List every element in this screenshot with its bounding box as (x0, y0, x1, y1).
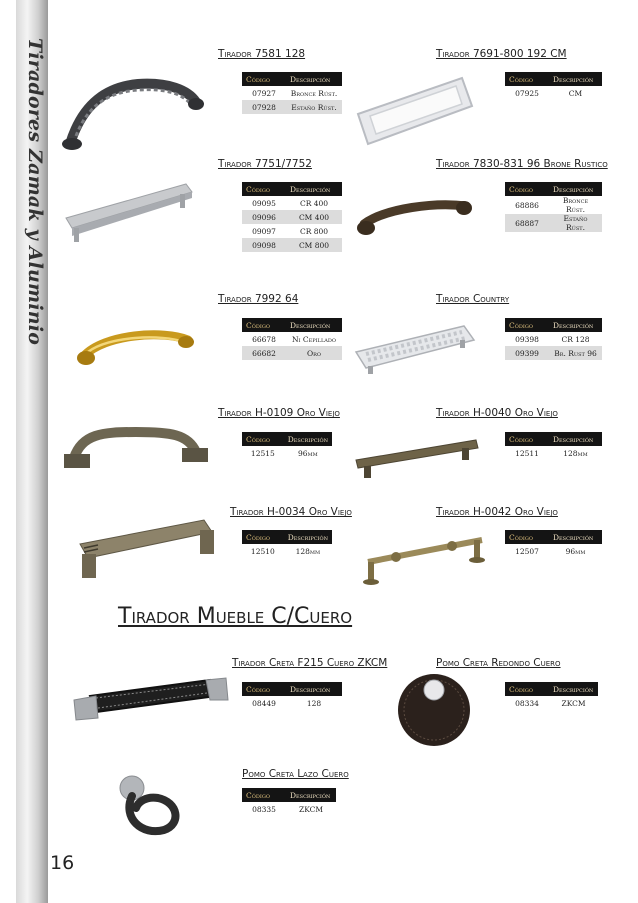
section-title: Tirador Mueble C/Cuero (118, 604, 353, 629)
code-header: Código (505, 530, 549, 544)
handle-7830-image (356, 190, 474, 245)
product-title: Tirador Country (436, 293, 510, 305)
product-title: Tirador H-0040 Oro Viejo (436, 407, 558, 419)
code-cell: 07928 (242, 100, 286, 114)
code-cell: 09398 (515, 334, 539, 344)
code-cell: 09095 (252, 198, 276, 208)
description-header: Descripción (549, 318, 602, 332)
description-header: Descripción (549, 432, 602, 446)
code-header: Código (505, 318, 549, 332)
handle-h0040-image (352, 430, 482, 480)
code-cell: 09096 (242, 210, 286, 224)
product-table (242, 530, 332, 558)
code-cell: 07925 (515, 88, 539, 98)
product-table (505, 318, 602, 360)
code-cell: 66682 (242, 346, 286, 360)
handle-h0042-image (356, 520, 491, 588)
product-title: Tirador 7751/7752 (218, 158, 312, 170)
code-header: Código (242, 788, 286, 802)
product-table (242, 432, 332, 460)
page-number: 16 (50, 852, 75, 874)
product-title: Pomo Creta Redondo Cuero (436, 657, 561, 669)
description-header: Descripción (286, 182, 342, 196)
code-cell: 08334 (515, 698, 539, 708)
description-cell: CR 128 (561, 334, 590, 344)
description-header: Descripción (286, 72, 342, 86)
description-cell: Bronce Rúst. (290, 88, 338, 98)
description-cell: CM 400 (286, 210, 342, 224)
description-cell: Oro (286, 346, 342, 360)
description-cell: Bronce Rúst. (562, 196, 589, 214)
description-cell: 128mm (563, 448, 588, 458)
description-cell: 96mm (565, 546, 586, 556)
description-header: Descripción (549, 530, 602, 544)
code-cell: 12510 (250, 546, 275, 556)
description-cell: Br. Rust 96 (549, 346, 602, 360)
product-table (505, 182, 602, 232)
code-cell: 12507 (515, 546, 539, 556)
description-cell: CR 400 (299, 198, 329, 208)
product-title: Tirador 7581 128 (218, 48, 306, 60)
description-cell: 128 (306, 698, 322, 708)
code-header: Código (505, 72, 549, 86)
code-header: Código (505, 432, 549, 446)
description-cell: Estaño Rúst. (549, 214, 602, 232)
product-title: Tirador H-0042 Oro Viejo (436, 506, 558, 518)
handle-creta-leather-image (70, 666, 232, 726)
code-cell: 07927 (252, 88, 276, 98)
code-header: Código (505, 182, 549, 196)
handle-country-image (352, 322, 477, 377)
code-cell: 68886 (515, 200, 539, 210)
description-header: Descripción (286, 318, 342, 332)
product-title: Tirador Creta F215 Cuero ZKCM (232, 657, 388, 669)
code-cell: 09399 (505, 346, 549, 360)
product-table (242, 182, 342, 252)
sidebar-title: Tiradores Zamak y Aluminio (24, 38, 46, 346)
code-header: Código (242, 432, 284, 446)
knob-round-leather-image (396, 672, 472, 748)
handle-7992-image (74, 318, 196, 370)
description-cell: 128mm (295, 546, 321, 556)
code-cell: 68887 (505, 214, 549, 232)
handle-7581-image (58, 62, 208, 157)
product-title: Pomo Creta Lazo Cuero (242, 768, 349, 780)
description-header: Descripción (549, 72, 602, 86)
description-cell: ZKCM (561, 698, 586, 708)
code-header: Código (242, 530, 284, 544)
code-cell: 66678 (252, 334, 276, 344)
description-header: Descripción (286, 682, 342, 696)
product-table (505, 432, 602, 460)
product-table (242, 788, 336, 816)
handle-7691-image (352, 72, 477, 150)
description-cell: CR 800 (299, 226, 329, 236)
product-title: Tirador 7992 64 (218, 293, 299, 305)
code-header: Código (242, 318, 286, 332)
code-header: Código (242, 182, 286, 196)
code-cell: 09097 (252, 226, 276, 236)
code-cell: 12511 (515, 448, 539, 458)
description-header: Descripción (549, 182, 602, 196)
description-cell: ZKCM (298, 804, 324, 814)
description-cell: Estaño Rúst. (286, 100, 342, 114)
description-cell: CM 800 (286, 238, 342, 252)
product-table (505, 72, 602, 100)
code-header: Código (505, 682, 549, 696)
description-header: Descripción (286, 788, 336, 802)
description-cell: Ni Cepillado (291, 334, 336, 344)
product-title: Tirador 7830-831 96 Brone Rustico (436, 158, 608, 170)
product-title: Tirador H-0034 Oro Viejo (230, 506, 352, 518)
description-header: Descripción (549, 682, 598, 696)
description-header: Descripción (284, 432, 332, 446)
code-header: Código (242, 682, 286, 696)
description-cell: CM (568, 88, 583, 98)
code-cell: 09098 (242, 238, 286, 252)
handle-h0034-image (74, 514, 218, 584)
code-cell: 08449 (252, 698, 276, 708)
handle-h0109-image (62, 418, 210, 472)
product-table (242, 318, 342, 360)
handle-7751-image (62, 178, 197, 248)
description-header: Descripción (284, 530, 332, 544)
code-header: Código (242, 72, 286, 86)
product-table (505, 682, 598, 710)
knob-loop-leather-image (112, 768, 192, 840)
product-table (242, 72, 342, 114)
code-cell: 08335 (252, 804, 276, 814)
product-title: Tirador H-0109 Oro Viejo (218, 407, 340, 419)
code-cell: 12515 (250, 448, 275, 458)
product-table (505, 530, 602, 558)
product-title: Tirador 7691-800 192 CM (436, 48, 567, 60)
product-table (242, 682, 342, 710)
description-cell: 96mm (297, 448, 318, 458)
